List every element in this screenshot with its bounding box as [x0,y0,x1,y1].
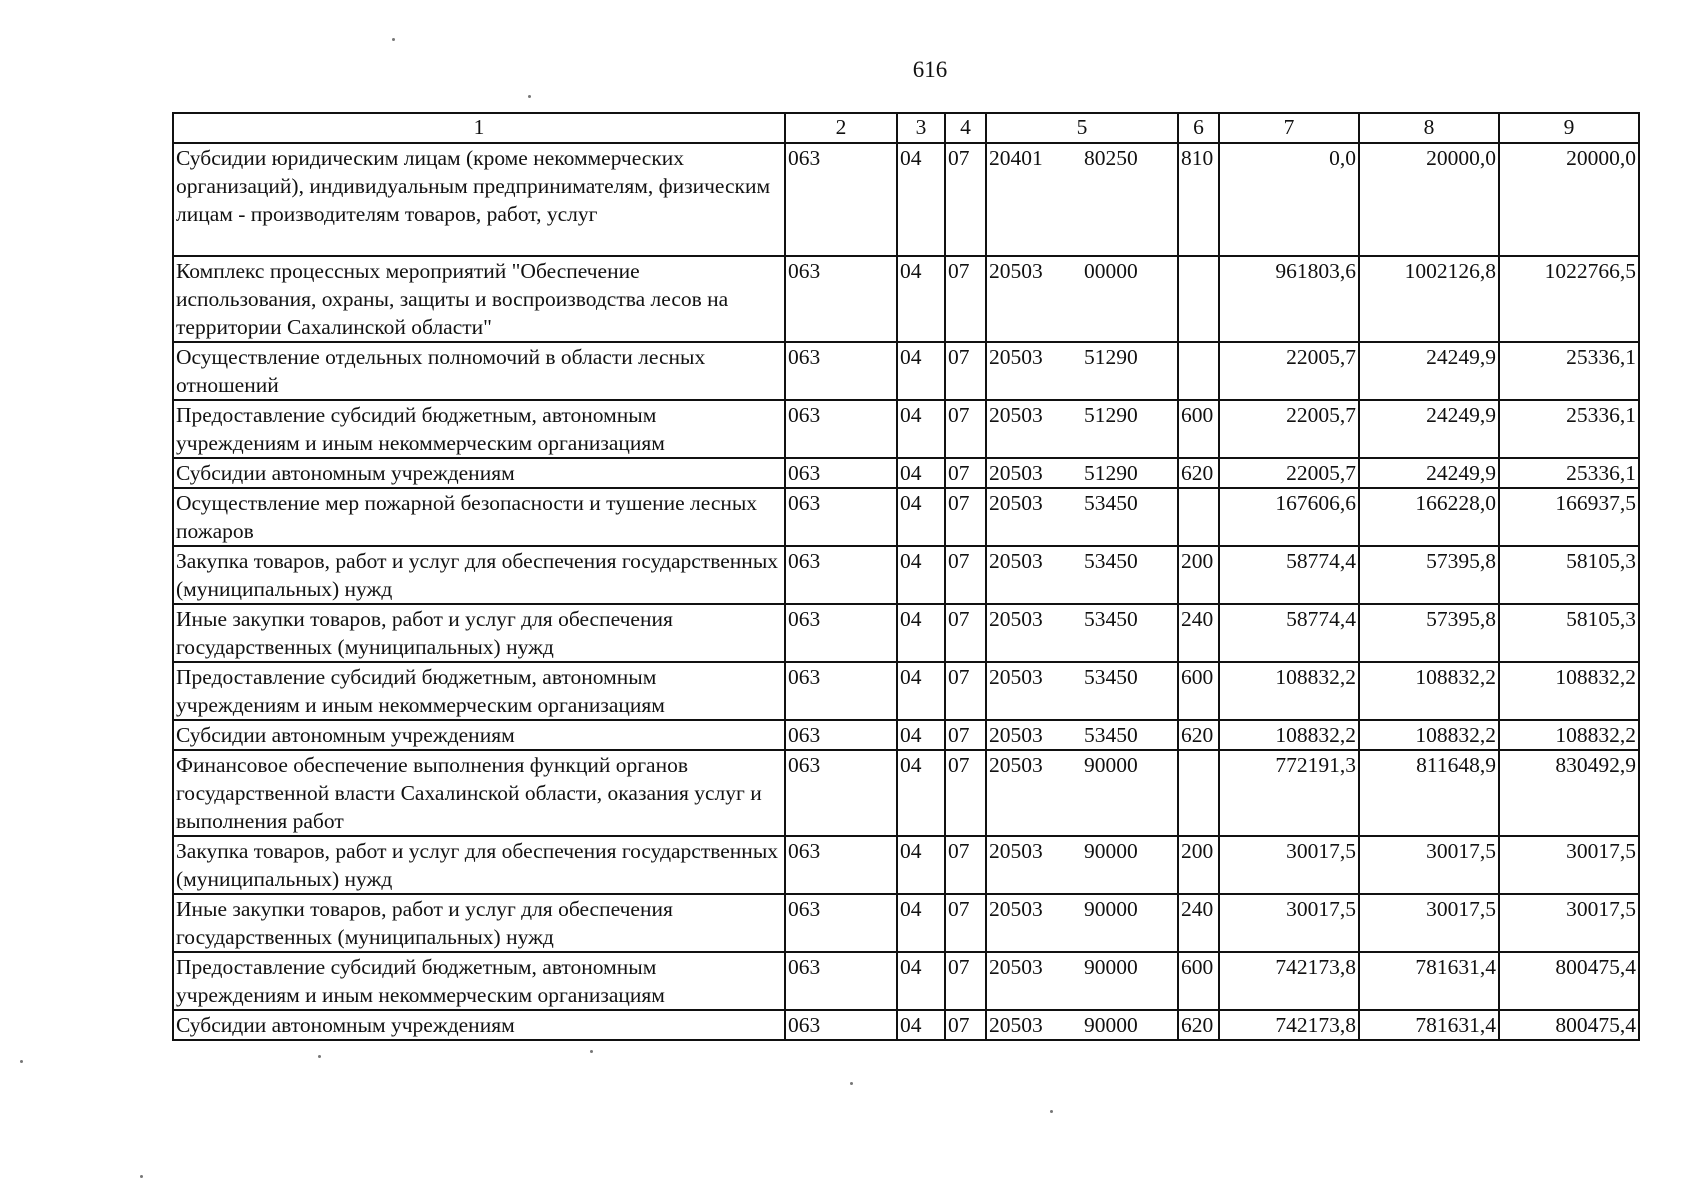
row-col3-cell: 04 [897,458,945,488]
row-col7-value-cell: 108832,2 [1219,720,1359,750]
row-col2-cell: 063 [785,720,897,750]
table-row [173,836,1639,894]
table-row [173,662,1639,720]
row-col8-value-cell: 30017,5 [1359,894,1499,952]
row-col7-value-cell: 30017,5 [1219,894,1359,952]
row-col4-cell: 07 [945,720,986,750]
row-col8-value-cell: 24249,9 [1359,400,1499,458]
row-col3-cell: 04 [897,894,945,952]
row-col8-value-cell: 108832,2 [1359,662,1499,720]
col-header-7: 7 [1219,113,1359,143]
row-col2-cell: 063 [785,400,897,458]
row-col2-cell: 063 [785,836,897,894]
col-header-1: 1 [173,113,785,143]
row-col9-value-cell: 108832,2 [1499,662,1639,720]
row-col5-program-cell: 20503 [986,662,1082,720]
table-row [173,720,1639,750]
row-col4-cell: 07 [945,836,986,894]
row-col9-value-cell: 166937,5 [1499,488,1639,546]
row-col8-value-cell: 30017,5 [1359,836,1499,894]
row-col8-value-cell: 24249,9 [1359,342,1499,400]
row-col5-program-cell: 20503 [986,488,1082,546]
page-number: 616 [912,57,948,82]
row-col9-value-cell: 30017,5 [1499,836,1639,894]
row-col3-cell: 04 [897,256,945,342]
scan-speck [392,38,395,41]
row-col6-cell [1178,256,1219,342]
row-col3-cell: 04 [897,143,945,256]
row-col4-cell: 07 [945,604,986,662]
row-col8-value-cell: 1002126,8 [1359,256,1499,342]
row-col6-cell: 620 [1178,1010,1219,1040]
scan-speck [1050,1110,1053,1113]
row-col3-cell: 04 [897,1010,945,1040]
row-col5-direction-cell: 80250 [1082,143,1178,256]
row-col6-cell [1178,342,1219,400]
row-col2-cell: 063 [785,546,897,604]
row-col2-cell: 063 [785,894,897,952]
col-header-5: 5 [986,113,1178,143]
row-col7-value-cell: 22005,7 [1219,400,1359,458]
row-col6-cell: 240 [1178,604,1219,662]
row-col4-cell: 07 [945,342,986,400]
row-name-cell: Осуществление мер пожарной безопасности и тушение лесных пожаров [173,488,785,546]
row-col2-cell: 063 [785,952,897,1010]
row-col2-cell: 063 [785,342,897,400]
row-col7-value-cell: 742173,8 [1219,1010,1359,1040]
col-header-4: 4 [945,113,986,143]
row-col2-cell: 063 [785,143,897,256]
row-col8-value-cell: 20000,0 [1359,143,1499,256]
row-col9-value-cell: 25336,1 [1499,458,1639,488]
row-col5-program-cell: 20503 [986,720,1082,750]
row-col7-value-cell: 22005,7 [1219,458,1359,488]
row-col7-value-cell: 58774,4 [1219,546,1359,604]
row-col5-program-cell: 20503 [986,604,1082,662]
row-col6-cell: 810 [1178,143,1219,256]
col-header-2: 2 [785,113,897,143]
budget-table [172,112,1640,1041]
row-col6-cell: 600 [1178,952,1219,1010]
row-col8-value-cell: 57395,8 [1359,604,1499,662]
table-row [173,256,1639,342]
row-col5-program-cell: 20503 [986,750,1082,836]
row-col7-value-cell: 30017,5 [1219,836,1359,894]
scan-speck [140,1175,143,1178]
table-row [173,342,1639,400]
row-name-cell: Предоставление субсидий бюджетным, автономным учреждениям и иным некоммерческим организациям [173,400,785,458]
table-row [173,546,1639,604]
row-col3-cell: 04 [897,662,945,720]
row-col5-direction-cell: 51290 [1082,458,1178,488]
table-row [173,400,1639,458]
row-name-cell: Финансовое обеспечение выполнения функций органов государственной власти Сахалинской области, оказания услуг и выполнения работ [173,750,785,836]
row-col7-value-cell: 108832,2 [1219,662,1359,720]
row-col5-program-cell: 20503 [986,546,1082,604]
row-col5-program-cell: 20503 [986,400,1082,458]
table-row [173,604,1639,662]
row-col5-direction-cell: 90000 [1082,894,1178,952]
row-col5-direction-cell: 53450 [1082,720,1178,750]
row-name-cell: Предоставление субсидий бюджетным, автономным учреждениям и иным некоммерческим организациям [173,952,785,1010]
row-col8-value-cell: 57395,8 [1359,546,1499,604]
row-col6-cell [1178,750,1219,836]
row-col4-cell: 07 [945,1010,986,1040]
row-name-cell: Предоставление субсидий бюджетным, автономным учреждениям и иным некоммерческим организациям [173,662,785,720]
row-col9-value-cell: 20000,0 [1499,143,1639,256]
row-col6-cell: 200 [1178,546,1219,604]
table-row [173,894,1639,952]
row-col3-cell: 04 [897,952,945,1010]
scan-speck [528,95,531,98]
row-col8-value-cell: 24249,9 [1359,458,1499,488]
row-col9-value-cell: 800475,4 [1499,952,1639,1010]
row-col3-cell: 04 [897,400,945,458]
col-header-6: 6 [1178,113,1219,143]
table-row [173,1010,1639,1040]
row-col8-value-cell: 811648,9 [1359,750,1499,836]
scan-speck [850,1082,853,1085]
row-col5-program-cell: 20503 [986,1010,1082,1040]
row-col7-value-cell: 58774,4 [1219,604,1359,662]
row-col2-cell: 063 [785,750,897,836]
row-col9-value-cell: 25336,1 [1499,342,1639,400]
row-col7-value-cell: 742173,8 [1219,952,1359,1010]
row-col2-cell: 063 [785,256,897,342]
row-col8-value-cell: 781631,4 [1359,952,1499,1010]
scan-speck [318,1055,321,1058]
col-header-9: 9 [1499,113,1639,143]
scan-speck [20,1060,23,1063]
row-col4-cell: 07 [945,546,986,604]
row-col5-program-cell: 20503 [986,256,1082,342]
row-name-cell: Осуществление отдельных полномочий в области лесных отношений [173,342,785,400]
header-row [173,113,1639,143]
row-col5-direction-cell: 53450 [1082,546,1178,604]
row-col3-cell: 04 [897,604,945,662]
row-col5-direction-cell: 51290 [1082,400,1178,458]
row-name-cell: Субсидии юридическим лицам (кроме некоммерческих организаций), индивидуальным предпринимателям, физическим лицам - производителям товаров, работ, услуг [173,143,785,256]
row-col5-direction-cell: 51290 [1082,342,1178,400]
row-col7-value-cell: 0,0 [1219,143,1359,256]
col-header-3: 3 [897,113,945,143]
row-col5-program-cell: 20401 [986,143,1082,256]
row-col5-program-cell: 20503 [986,894,1082,952]
row-col2-cell: 063 [785,1010,897,1040]
row-col3-cell: 04 [897,720,945,750]
row-col5-direction-cell: 90000 [1082,952,1178,1010]
row-col5-direction-cell: 00000 [1082,256,1178,342]
row-col8-value-cell: 781631,4 [1359,1010,1499,1040]
row-col5-direction-cell: 90000 [1082,1010,1178,1040]
row-name-cell: Закупка товаров, работ и услуг для обеспечения государственных (муниципальных) нужд [173,836,785,894]
row-col4-cell: 07 [945,894,986,952]
row-col4-cell: 07 [945,256,986,342]
row-col5-direction-cell: 53450 [1082,604,1178,662]
table-row [173,143,1639,256]
row-col3-cell: 04 [897,546,945,604]
row-col6-cell: 600 [1178,400,1219,458]
row-col7-value-cell: 22005,7 [1219,342,1359,400]
row-col9-value-cell: 58105,3 [1499,546,1639,604]
row-col3-cell: 04 [897,488,945,546]
row-name-cell: Комплекс процессных мероприятий "Обеспечение использования, охраны, защиты и воспроизводства лесов на территории Сахалинской области" [173,256,785,342]
row-col5-program-cell: 20503 [986,952,1082,1010]
row-col6-cell: 600 [1178,662,1219,720]
row-col9-value-cell: 830492,9 [1499,750,1639,836]
row-name-cell: Иные закупки товаров, работ и услуг для обеспечения государственных (муниципальных) нужд [173,604,785,662]
row-col6-cell: 240 [1178,894,1219,952]
row-name-cell: Субсидии автономным учреждениям [173,720,785,750]
row-col4-cell: 07 [945,750,986,836]
row-col9-value-cell: 25336,1 [1499,400,1639,458]
row-col4-cell: 07 [945,488,986,546]
row-col9-value-cell: 30017,5 [1499,894,1639,952]
row-col9-value-cell: 108832,2 [1499,720,1639,750]
row-col5-direction-cell: 90000 [1082,836,1178,894]
row-col6-cell: 620 [1178,720,1219,750]
row-col7-value-cell: 772191,3 [1219,750,1359,836]
row-col5-direction-cell: 53450 [1082,488,1178,546]
row-col4-cell: 07 [945,400,986,458]
table-row [173,750,1639,836]
row-name-cell: Субсидии автономным учреждениям [173,458,785,488]
row-col9-value-cell: 58105,3 [1499,604,1639,662]
row-name-cell: Субсидии автономным учреждениям [173,1010,785,1040]
table-row [173,952,1639,1010]
row-col3-cell: 04 [897,836,945,894]
row-col4-cell: 07 [945,952,986,1010]
row-col6-cell: 620 [1178,458,1219,488]
row-col7-value-cell: 961803,6 [1219,256,1359,342]
row-col7-value-cell: 167606,6 [1219,488,1359,546]
row-col3-cell: 04 [897,342,945,400]
row-col2-cell: 063 [785,662,897,720]
row-col4-cell: 07 [945,458,986,488]
row-col5-program-cell: 20503 [986,458,1082,488]
row-col5-direction-cell: 90000 [1082,750,1178,836]
row-col3-cell: 04 [897,750,945,836]
row-col9-value-cell: 1022766,5 [1499,256,1639,342]
row-col5-direction-cell: 53450 [1082,662,1178,720]
row-col4-cell: 07 [945,662,986,720]
row-col5-program-cell: 20503 [986,342,1082,400]
row-col6-cell: 200 [1178,836,1219,894]
col-header-8: 8 [1359,113,1499,143]
row-col5-program-cell: 20503 [986,836,1082,894]
row-col8-value-cell: 108832,2 [1359,720,1499,750]
row-name-cell: Иные закупки товаров, работ и услуг для обеспечения государственных (муниципальных) нужд [173,894,785,952]
row-col6-cell [1178,488,1219,546]
row-col8-value-cell: 166228,0 [1359,488,1499,546]
table-row [173,458,1639,488]
row-col2-cell: 063 [785,488,897,546]
table-row [173,488,1639,546]
row-col2-cell: 063 [785,458,897,488]
row-col9-value-cell: 800475,4 [1499,1010,1639,1040]
row-name-cell: Закупка товаров, работ и услуг для обеспечения государственных (муниципальных) нужд [173,546,785,604]
scan-speck [590,1050,593,1053]
row-col2-cell: 063 [785,604,897,662]
row-col4-cell: 07 [945,143,986,256]
